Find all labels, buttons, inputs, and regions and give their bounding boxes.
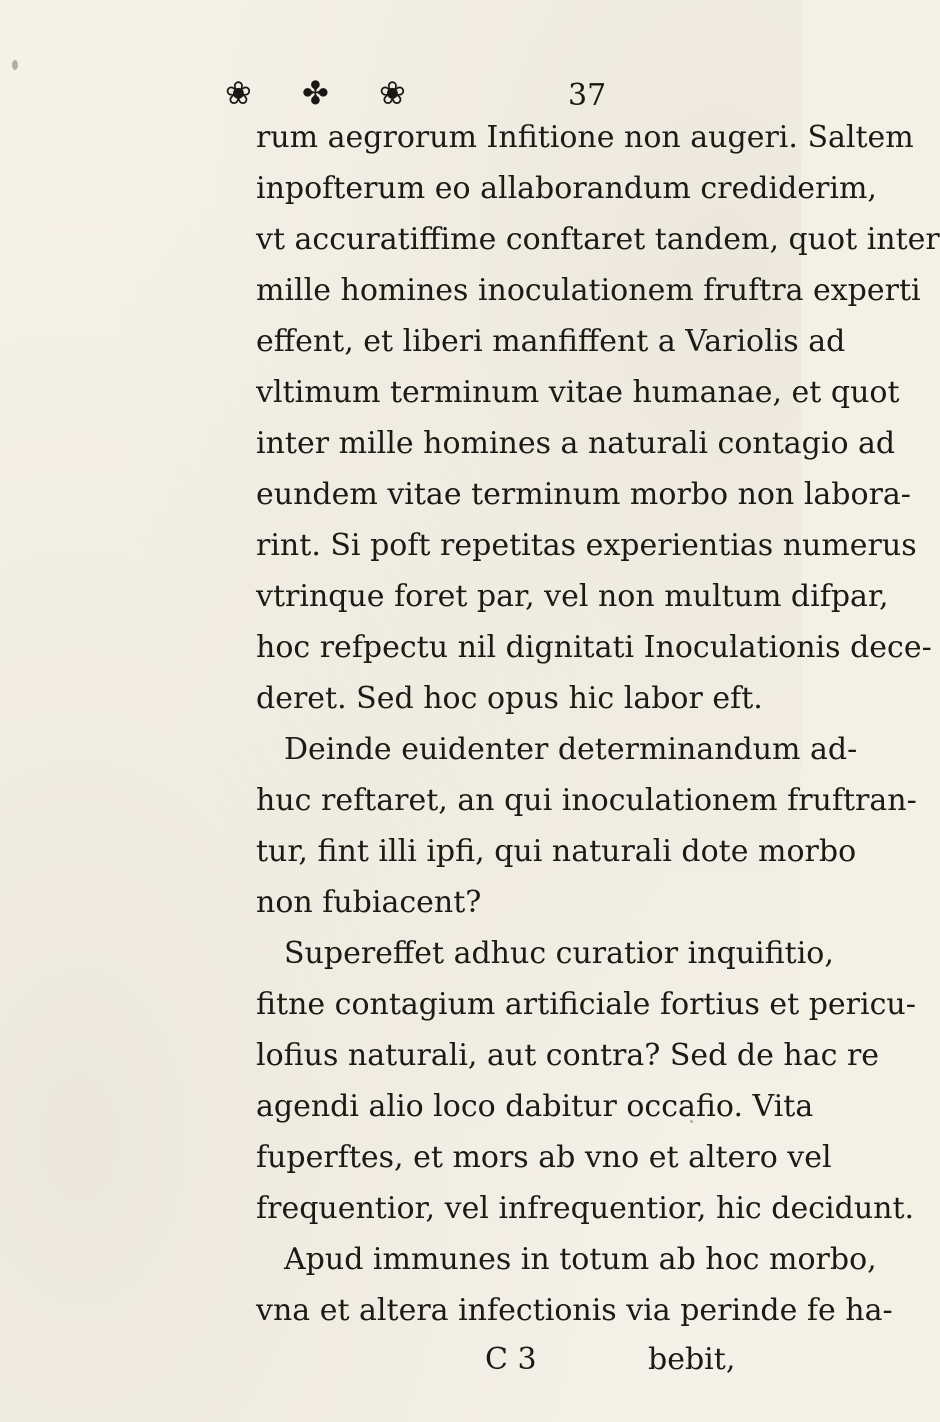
text-line: inpofterum eo allaborandum crediderim,	[256, 171, 877, 206]
text-line: lofius naturali, aut contra? Sed de hac re	[256, 1038, 880, 1073]
header-ornament: ❀ ✤ ❀	[225, 74, 426, 112]
text-line: Deinde euidenter determinandum ad-	[284, 732, 858, 767]
text-line: huc reftaret, an qui inoculationem fruftran-	[256, 783, 917, 818]
text-line: fitne contagium artificiale fortius et pericu-	[256, 987, 916, 1022]
page-footer	[0, 1342, 801, 1386]
text-line: effent, et liberi manfiffent a Variolis ad	[256, 324, 846, 359]
text-line: non fubiacent?	[256, 885, 482, 920]
text-line: Supereffet adhuc curatior inquifitio,	[284, 936, 834, 971]
text-line: inter mille homines a naturali contagio ad	[256, 426, 896, 461]
catchword: bebit,	[648, 1342, 736, 1377]
paper-speck	[760, 800, 763, 803]
text-line: tur, fint illi ipfi, qui naturali dote morbo	[256, 834, 857, 869]
text-line: agendi alio loco dabitur occafio. Vita	[256, 1089, 814, 1124]
text-line: hoc refpectu nil dignitati Inoculationis dece-	[256, 630, 932, 665]
text-line: vtrinque foret par, vel non multum difpar,	[256, 579, 889, 614]
text-line: vltimum terminum vitae humanae, et quot	[256, 375, 900, 410]
text-line: rum aegrorum Infitione non augeri. Saltem	[256, 120, 914, 155]
page-header	[0, 74, 801, 124]
text-line: vna et altera infectionis via perinde fe ha-	[256, 1293, 893, 1328]
text-line: eundem vitae terminum morbo non labora-	[256, 477, 911, 512]
paper-speck	[12, 60, 18, 70]
paper-speck	[690, 1120, 693, 1123]
text-line: Apud immunes in totum ab hoc morbo,	[284, 1242, 877, 1277]
text-line: vt accuratiffime conftaret tandem, quot inter	[256, 222, 940, 257]
paper-speck	[730, 640, 733, 643]
text-line: mille homines inoculationem fruftra experti	[256, 273, 921, 308]
signature-mark: C 3	[485, 1342, 537, 1377]
text-line: deret. Sed hoc opus hic labor eft.	[256, 681, 763, 716]
page-number: 37	[568, 78, 607, 113]
text-line: rint. Si poft repetitas experientias numerus	[256, 528, 917, 563]
text-line: fuperftes, et mors ab vno et altero vel	[256, 1140, 832, 1175]
text-line: frequentior, vel infrequentior, hic decidunt.	[256, 1191, 915, 1226]
